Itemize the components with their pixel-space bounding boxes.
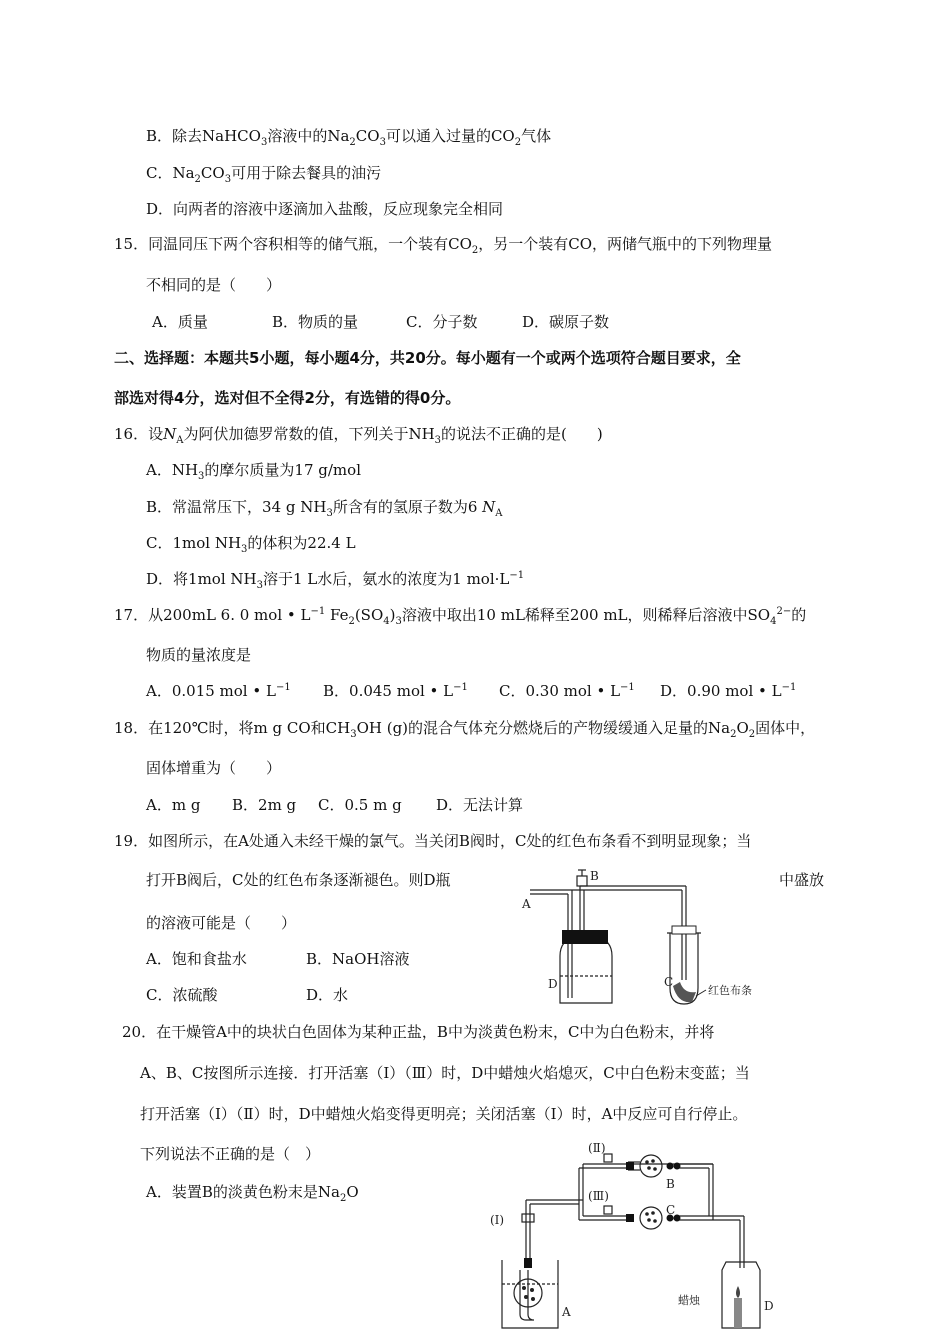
q17-option-d: D．0.90 mol • $L^{-1}$ <box>660 682 797 700</box>
q18-stem-cont: 固体增重为（ ） <box>146 759 282 777</box>
q20-label-d: D <box>764 1299 774 1313</box>
q17-stem: 17．从200mL 6. 0 mol • $L^{-1}$ $Fe_2(SO_4)_3$溶液中取出10 mL稀释至200 mL，则稀释后溶液中$SO_4^{2-}$的 <box>114 606 807 627</box>
q20-label-candle: 蜡烛 <box>678 1294 700 1307</box>
q20-label-valve-1: (Ⅰ) <box>490 1213 505 1227</box>
q19-label-d: D <box>548 977 558 991</box>
q19-red-cloth-strip <box>673 982 696 1002</box>
q19-option-a: A．饱和食盐水 <box>146 950 247 968</box>
q20-label-b: B <box>666 1177 675 1191</box>
q18-option-c: C．0.5 m g <box>318 796 402 814</box>
q19-stem-cont-c: 的溶液可能是（ ） <box>146 914 297 932</box>
q20-option-a: A．装置B的淡黄色粉末是$Na_2O$ <box>146 1183 359 1204</box>
q15-option-a: A．质量 <box>152 313 208 331</box>
q19-label-b: B <box>590 869 599 883</box>
q14-option-b: B．除去NaHCO$_3$溶液中的$Na_2CO_3$可以通入过量的$CO_2$气体 <box>146 127 552 148</box>
q17-option-c: C．0.30 mol • $L^{-1}$ <box>499 682 635 700</box>
q18-option-b: B．2m g <box>232 796 297 814</box>
q16-option-b: B．常温常压下，34 g $NH_3$所含有的氢原子数为6 $N_A$ <box>146 498 503 519</box>
q19-option-b: B．NaOH溶液 <box>306 950 410 968</box>
q19-label-red-cloth: 红色布条 <box>708 984 752 997</box>
q19-stem-cont-b: 中盛放 <box>779 871 825 889</box>
q18-stem: 18．在120℃时，将m g CO和$CH_3OH$ (g)的混合气体充分燃烧后的产物缓缓通入足量的$Na_2O_2$固体中， <box>114 719 816 740</box>
section2-header-cont: 部选对得4分，选对但不全得2分，有选错的得0分。 <box>114 389 461 407</box>
q18-option-d: D．无法计算 <box>436 796 524 814</box>
q18-option-a: A．m g <box>146 796 201 814</box>
q19-bottle-stopper <box>562 930 608 944</box>
q16-option-d: D．将1mol $NH_3$溶于1 L水后，氨水的浓度为1 $mol\cdot L^{-1}$ <box>146 570 525 591</box>
q15-stem: 15．同温同压下两个容积相等的储气瓶，一个装有$CO_2$，另一个装有CO，两储气瓶中的下列物理量 <box>114 235 773 256</box>
q15-option-b: B．物质的量 <box>272 313 359 331</box>
q20-label-valve-2: (Ⅱ) <box>588 1141 606 1155</box>
q15-option-c: C．分子数 <box>406 313 478 331</box>
q20-stem-cont1: A、B、C按图所示连接．打开活塞（Ⅰ）（Ⅲ）时，D中蜡烛火焰熄灭，C中白色粉末变蓝；当 <box>140 1064 750 1082</box>
q19-stem: 19．如图所示，在A处通入未经干燥的氯气。当关闭B阀时，C处的红色布条看不到明显现象；当 <box>114 832 752 850</box>
q19-tube-stopper <box>672 926 696 934</box>
q14-option-c: C．$Na_2CO_3$可用于除去餐具的油污 <box>146 164 382 185</box>
q16-option-c: C．1mol $NH_3$的体积为22.4 L <box>146 534 356 555</box>
q20-candle <box>734 1298 742 1328</box>
q16-stem: 16．设$N_A$为阿伏加德罗常数的值，下列关于$NH_3$的说法不正确的是( ) <box>114 425 603 446</box>
q15-option-d: D．碳原子数 <box>522 313 610 331</box>
q20-apparatus-figure <box>488 1138 780 1332</box>
q17-option-a: A．0.015 mol • $L^{-1}$ <box>146 682 291 700</box>
q20-stem-cont2: 打开活塞（Ⅰ）（Ⅱ）时，D中蜡烛火焰变得更明亮；关闭活塞（Ⅰ）时，A中反应可自行停止。 <box>140 1105 748 1123</box>
q16-option-a: A．$NH_3$的摩尔质量为17 g/mol <box>146 461 361 482</box>
q19-stem-cont-a: 打开B阀后，C处的红色布条逐渐褪色。则D瓶 <box>146 871 451 889</box>
q15-stem-cont: 不相同的是（ ） <box>146 276 282 294</box>
q20-label-a: A <box>562 1305 571 1319</box>
q20-candle-flame <box>736 1286 740 1298</box>
q20-stem-cont3: 下列说法不正确的是（ ） <box>140 1145 321 1163</box>
q20-stem: 20．在干燥管A中的块状白色固体为某种正盐，B中为淡黄色粉末，C中为白色粉末，并将 <box>122 1023 715 1041</box>
section2-header: 二、选择题：本题共5小题，每小题4分，共20分。每小题有一个或两个选项符合题目要求，全 <box>114 349 741 367</box>
q19-apparatus-figure <box>520 868 770 1013</box>
q20-label-valve-3: (Ⅲ) <box>588 1189 609 1203</box>
q19-option-c: C．浓硫酸 <box>146 986 218 1004</box>
q19-option-d: D．水 <box>306 986 349 1004</box>
q19-label-c: C <box>664 975 674 989</box>
q17-stem-cont: 物质的量浓度是 <box>146 646 252 664</box>
q17-option-b: B．0.045 mol • $L^{-1}$ <box>323 682 468 700</box>
q20-label-c: C <box>666 1203 676 1217</box>
q14-option-d: D．向两者的溶液中逐滴加入盐酸，反应现象完全相同 <box>146 200 504 218</box>
q19-label-a: A <box>522 897 531 911</box>
